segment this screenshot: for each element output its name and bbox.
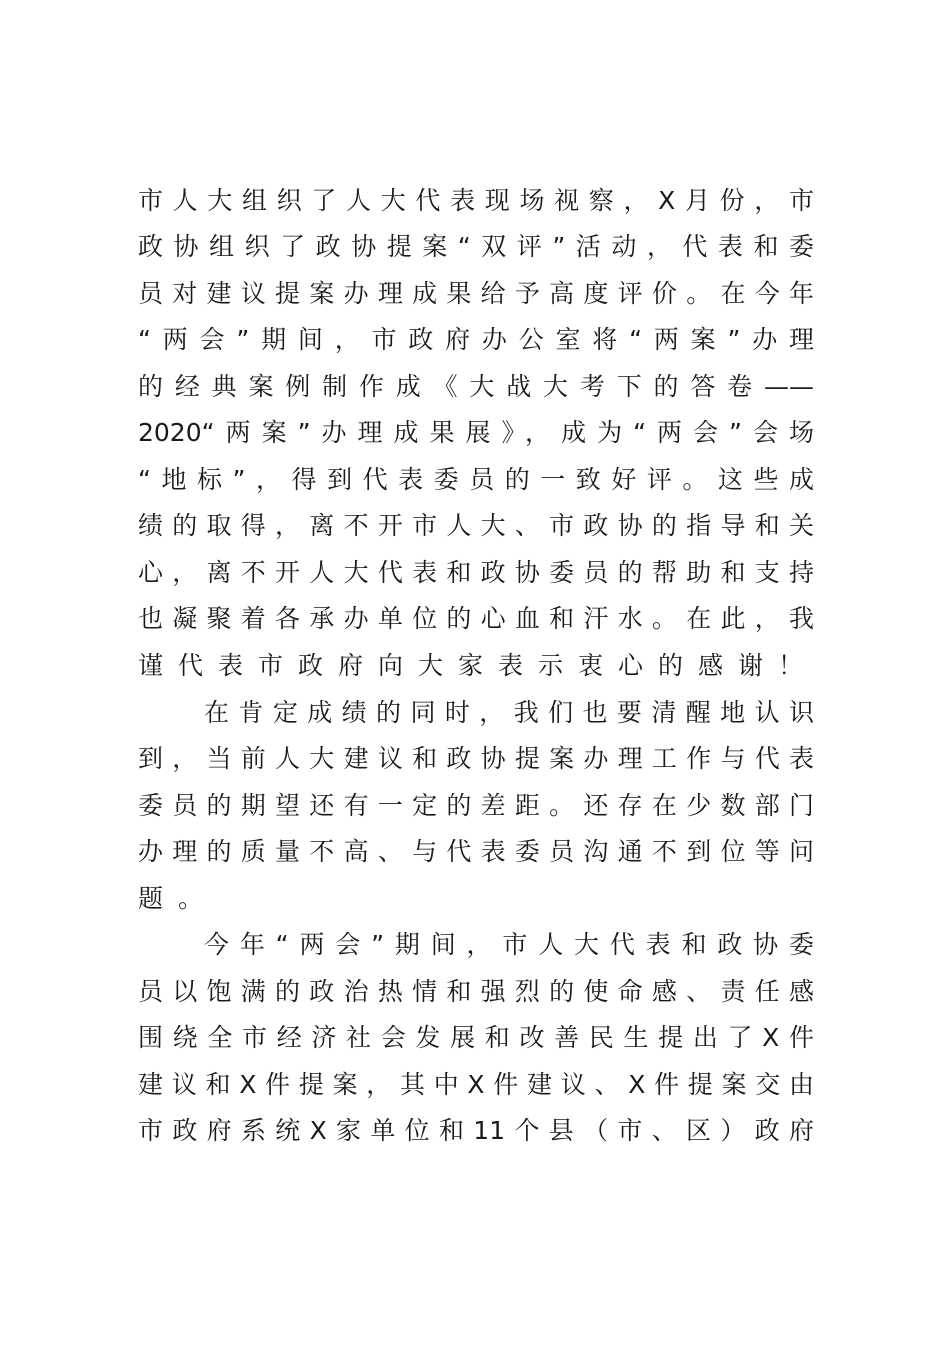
text-line: 围绕全市经济社会发展和改善民生提出了X件	[138, 1023, 814, 1052]
text-line: 办理的质量不高、与代表委员沟通不到位等问	[138, 837, 814, 866]
text-line: “地标”，得到代表委员的一致好评。这些成	[138, 465, 814, 494]
text-line: 心，离不开人大代表和政协委员的帮助和支持	[138, 558, 814, 587]
text-line: 到，当前人大建议和政协提案办理工作与代表	[138, 744, 814, 773]
text-line: 市政府系统X家单位和11个县（市、区）政府	[138, 1116, 814, 1145]
text-line: 员对建议提案办理成果给予高度评价。在今年	[138, 279, 814, 308]
text-line: 题。	[138, 884, 219, 913]
text-line: 市人大组织了人大代表现场视察，X月份，市	[138, 186, 814, 215]
text-line: “两会”期间，市政府办公室将“两案”办理	[138, 325, 814, 354]
text-line: 委员的期望还有一定的差距。还存在少数部门	[138, 791, 814, 820]
text-line: 2020“两案”办理成果展》，成为“两会”会场	[138, 418, 814, 447]
text-line: 建议和X件提案，其中X件建议、X件提案交由	[138, 1070, 814, 1099]
text-line: 政协组织了政协提案“双评”活动，代表和委	[138, 232, 814, 261]
text-line: 的经典案例制作成《大战大考下的答卷——	[138, 372, 814, 401]
paragraph-first-line: 在肯定成绩的同时，我们也要清醒地认识	[204, 698, 814, 727]
text-line: 谨代表市政府向大家表示衷心的感谢！	[138, 651, 819, 680]
text-line: 绩的取得，离不开市人大、市政协的指导和关	[138, 511, 814, 540]
text-line: 也凝聚着各承办单位的心血和汗水。在此，我	[138, 604, 814, 633]
text-line: 员以饱满的政治热情和强烈的使命感、责任感	[138, 977, 814, 1006]
paragraph-first-line: 今年“两会”期间，市人大代表和政协委	[204, 930, 814, 959]
